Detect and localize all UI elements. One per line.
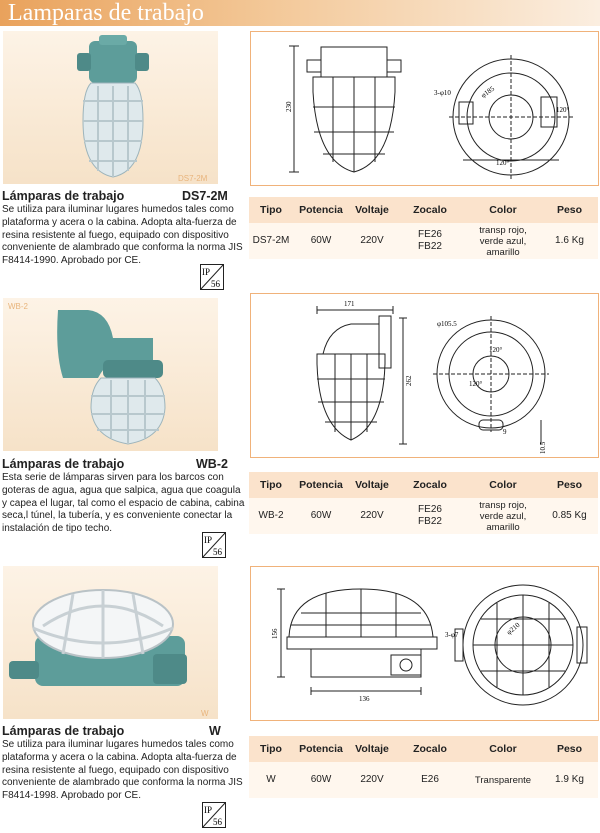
dim-height-label: 230 [285,101,293,112]
dim-dia-label: φ105.5 [437,320,457,328]
spec-header-row [249,472,598,498]
product-photo-ds7-2m [3,31,218,184]
technical-drawing-w [251,567,598,720]
photo-code-label: W [201,709,209,718]
cell-color: transp rojo, verde azul, amarillo [465,498,541,534]
page-header [0,0,600,26]
product-photo-w [3,566,218,719]
angle-label-b: 120° [496,159,510,167]
cell-peso: 1.6 Kg [541,223,598,259]
cell-voltaje: 220V [349,498,395,534]
angle-label-a: 120° [556,106,570,114]
product-photo-wb-2 [3,298,218,451]
spec-header-row [249,736,598,762]
col-potencia: Potencia [293,197,349,223]
col-tipo: Tipo [249,472,293,498]
drawing-w [250,566,599,721]
ip-prefix: IP [204,535,213,545]
cell-tipo: W [249,762,293,798]
dim-bolt-label: 3-φ10 [434,89,451,97]
product-title: Lámparas de trabajo [2,189,125,203]
col-peso: Peso [541,736,598,762]
col-color: Color [465,472,541,498]
col-color: Color [465,197,541,223]
dim-dia-label: φ185 [479,84,497,100]
cell-voltaje: 220V [349,223,395,259]
lamp-wb-2-image [3,298,218,451]
cell-voltaje: 220V [349,762,395,798]
col-peso: Peso [541,472,598,498]
photo-code-label: WB-2 [8,302,28,311]
dim-width-label: 171 [344,300,355,308]
product-description: Esta serie de lámparas sirven para los barcos con goteras de agua, agua que salpica, agua que coagula y capea el lugar, tal como el espacio de cabina, cabina seca,l túnel, la tubería, y es conveniente conectar la instalación de tipo techo. [2,472,245,535]
cell-zocalo: E26 [395,762,465,798]
cell-color: transp rojo, verde azul, amarillo [465,223,541,259]
dim-height-label: 262 [405,375,413,386]
spec-table-wb-2 [249,472,598,534]
ip-prefix: IP [202,267,211,277]
col-tipo: Tipo [249,736,293,762]
lamp-w-image [3,566,218,719]
dim-bolt-label: 3-φ7 [445,631,459,639]
page-title: Lamparas de trabajo [8,0,204,26]
col-zocalo: Zocalo [395,197,465,223]
angle-label-b: 120° [469,380,483,388]
cell-peso: 0.85 Kg [541,498,598,534]
dim-dia-label: φ210 [505,621,522,637]
technical-drawing-wb-2 [251,294,598,457]
dim-height-label: 156 [271,628,279,639]
lamp-ds7-2m-image [3,31,218,184]
product-model: W [209,724,221,738]
dim-small-label: 10.5 [539,441,547,454]
dim-width-label: 136 [359,695,370,703]
col-potencia: Potencia [293,472,349,498]
cell-potencia: 60W [293,762,349,798]
ip-value: 56 [213,547,222,557]
spec-data-row [249,223,598,259]
product-model: DS7-2M [182,189,228,203]
product-title: Lámparas de trabajo [2,724,125,738]
product-description: Se utiliza para iluminar lugares humedos tales como plataforma y acera o la cabina. Adopta alta-fuerza de resina resistente al fuego, equipado con dispositivo conveniente de alambrado que conforma la norma JIS F8414-1990. Aprobado por CE. [2,204,243,267]
dim-slot-label: 9 [503,428,507,436]
col-peso: Peso [541,197,598,223]
technical-drawing-ds7-2m [251,32,598,185]
product-title: Lámparas de trabajo [2,457,125,471]
cell-tipo: WB-2 [249,498,293,534]
photo-code-label: DS7-2M [178,174,208,183]
spec-data-row [249,762,598,798]
ip-value: 56 [213,817,222,827]
col-color: Color [465,736,541,762]
spec-data-row [249,498,598,534]
cell-peso: 1.9 Kg [541,762,598,798]
drawing-wb-2 [250,293,599,458]
product-model: WB-2 [196,457,228,471]
col-tipo: Tipo [249,197,293,223]
cell-potencia: 60W [293,223,349,259]
col-zocalo: Zocalo [395,472,465,498]
ip-value: 56 [211,279,220,289]
cell-zocalo: FE26 FB22 [395,223,465,259]
product-description: Se utiliza para iluminar lugares humedos tales como plataforma y acera o la cabina. Adopta alta-fuerza de resina resistente al fuego, equipado con dispositivo conveniente de alambrado que conforma la norma JIS F8414-1998. Aprobado por CE. [2,739,243,802]
spec-table-ds7-2m [249,197,598,259]
cell-zocalo: FE26 FB22 [395,498,465,534]
col-voltaje: Voltaje [349,197,395,223]
cell-potencia: 60W [293,498,349,534]
ip-rating-badge [200,264,224,290]
drawing-ds7-2m [250,31,599,186]
col-voltaje: Voltaje [349,736,395,762]
cell-tipo: DS7-2M [249,223,293,259]
ip-prefix: IP [204,805,213,815]
spec-header-row [249,197,598,223]
cell-color: Transparente [465,762,541,798]
col-voltaje: Voltaje [349,472,395,498]
col-zocalo: Zocalo [395,736,465,762]
ip-rating-badge [202,802,226,828]
spec-table-w [249,736,598,798]
angle-label-a: 120° [489,346,503,354]
ip-rating-badge [202,532,226,558]
col-potencia: Potencia [293,736,349,762]
